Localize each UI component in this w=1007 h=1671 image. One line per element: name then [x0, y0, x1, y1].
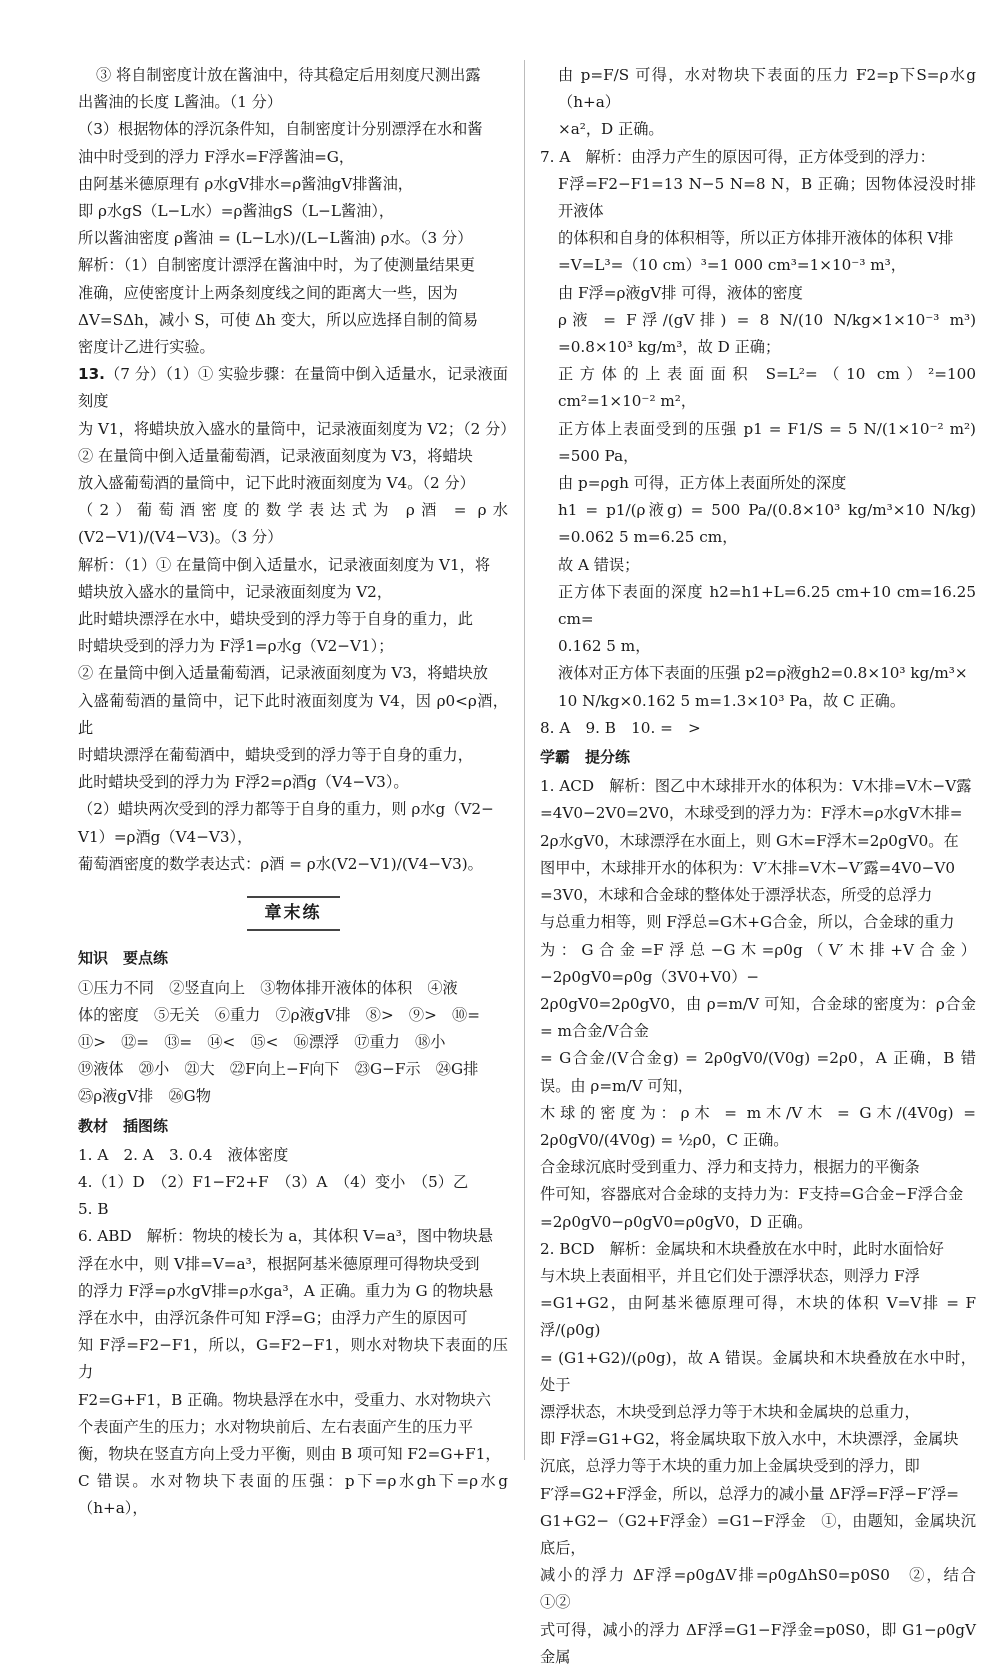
text-line: （3）根据物体的浮沉条件知，自制密度计分别漂浮在水和酱 — [78, 120, 483, 139]
text-line: 即 F浮=G1+G2，将金属块取下放入水中，木块漂浮，金属块 — [540, 1430, 959, 1449]
chapter-heading — [78, 896, 508, 931]
text-line: 式可得，减小的浮力 ΔF浮=G1−F浮金=p0S0，即 G1−ρ0gV金属 — [540, 1620, 976, 1666]
text-line: 个表面产生的压力；水对物块前后、左右表面产生的压力平 — [78, 1417, 473, 1436]
text-line: 知 F浮=F2−F1，所以，G=F2−F1，则水对物块下表面的压力 — [78, 1336, 508, 1382]
text-line: 衡，物块在竖直方向上受力平衡，则由 B 项可知 F2=G+F1， — [78, 1444, 501, 1463]
text-line: 5. B — [78, 1200, 109, 1219]
text-line: 2. BCD 解析：金属块和木块叠放在水中时，此时水面恰好 — [540, 1239, 944, 1258]
column-divider — [524, 60, 525, 1460]
text-line: 漂浮状态，木块受到总浮力等于木块和金属块的总重力， — [540, 1402, 920, 1421]
text-line: 由阿基米德原理有 ρ水gV排水=ρ酱油gV排酱油， — [78, 174, 413, 193]
text-line: 1. ACD 解析：图乙中木球排开水的体积为：V木排=V木−V露 — [540, 777, 972, 796]
text-line: 此时蜡块受到的浮力为 F浮2=ρ酒g（V4−V3）。 — [78, 773, 409, 792]
text-line: 时蜡块受到的浮力为 F浮1=ρ水g（V2−V1）； — [78, 637, 394, 656]
text-line: =V=L³=（10 cm）³=1 000 cm³=1×10⁻³ m³， — [558, 256, 906, 275]
text-line: 出酱油的长度 L酱油。（1 分） — [78, 93, 283, 112]
text-line: 为 V1，将蜡块放入盛水的量筒中，记录液面刻度为 V2；（2 分） — [78, 419, 516, 438]
text-line: 为：G合金=F浮总−G木=ρ0g（V′木排+V合金）−2ρ0gV0=ρ0g（3V0+V0）− — [540, 940, 976, 986]
text-line: ΔV=SΔh，减小 S，可使 Δh 变大，所以应选择自制的简易 — [78, 310, 479, 329]
text-line: 放入盛葡萄酒的量筒中，记下此时液面刻度为 V4。（2 分） — [78, 474, 475, 493]
text-line: 10 N/kg×0.162 5 m=1.3×10³ Pa，故 C 正确。 — [558, 691, 906, 710]
text-line: 的浮力 F浮=ρ水gV排=ρ水ga³，A 正确。重力为 G 的物块悬 — [78, 1281, 494, 1300]
text-line: =2ρ0gV0−ρ0gV0=ρ0gV0，D 正确。 — [540, 1212, 813, 1231]
text-line: 浮在水中，由浮沉条件可知 F浮=G；由浮力产生的原因可 — [78, 1308, 468, 1327]
text-line: h1 = p1/(ρ液g) = 500 Pa/(0.8×10³ kg/m³×10 N/kg) =0.062 5 m=6.25 cm， — [558, 501, 981, 547]
text-line: = G合金/(V合金g) = 2ρ0gV0/(V0g) =2ρ0，A 正确，B 错误。由 ρ=m/V 可知， — [540, 1049, 976, 1095]
text-line: 沉底，总浮力等于木块的重力加上金属块受到的浮力，即 — [540, 1457, 920, 1476]
text-line: =G1+G2，由阿基米德原理可得，木块的体积 V=V排 = F浮/(ρ0g) — [540, 1294, 976, 1340]
text-line: 0.162 5 m， — [558, 637, 651, 656]
text-line: 4.（1）D （2）F1−F2+F （3）A （4）变小 （5）乙 — [78, 1172, 469, 1191]
text-line: 木球的密度为：ρ木 = m木/V木 = G木/(4V0g) = 2ρ0gV0/(4V0g) = ½ρ0，C 正确。 — [540, 1103, 981, 1149]
text-line: ρ液 = F浮/(gV排) = 8 N/(10 N/kg×1×10⁻³ m³) =0.8×10³ kg/m³，故 D 正确； — [558, 310, 981, 357]
text-line: （2）蜡块两次受到的浮力都等于自身的重力，则 ρ水g（V2− — [78, 800, 494, 819]
text-line: 准确，应使密度计上两条刻度线之间的距离大一些，因为 — [78, 283, 458, 302]
text-line: （7 分）（1）① 实验步骤：在量筒中倒入适量水，记录液面刻度 — [78, 365, 508, 411]
text-line: V1）=ρ酒g（V4−V3）， — [78, 827, 253, 846]
text-line: 减小的浮力 ΔF浮=ρ0gΔV排=ρ0gΔhS0=p0S0 ②，结合 ①② — [540, 1566, 981, 1612]
text-line: 密度计乙进行实验。 — [78, 338, 215, 357]
text-line: ⑲液体 ⑳小 ㉑大 ㉒F向上−F向下 ㉓G−F示 ㉔G排 — [78, 1060, 479, 1079]
text-line: 的体积和自身的体积相等，所以正方体排开液体的体积 V排 — [558, 229, 954, 248]
right-column — [540, 62, 981, 1671]
chapter-title: 章末练 — [247, 896, 340, 931]
text-line: 正方体上表面受到的压强 p1 = F1/S = 5 N/(1×10⁻² m²) =500 Pa， — [558, 419, 981, 465]
text-line: 解析：（1）自制密度计漂浮在酱油中时，为了使测量结果更 — [78, 256, 475, 275]
text-line: 所以酱油密度 ρ酱油 = (L−L水)/(L−L酱油) ρ水。（3 分） — [78, 229, 473, 248]
text-line: 由 p=ρgh 可得，正方体上表面所处的深度 — [558, 474, 847, 493]
text-line: 油中时受到的浮力 F浮水=F浮酱油=G， — [78, 147, 355, 166]
text-line: 葡萄酒密度的数学表达式：ρ酒 = ρ水(V2−V1)/(V4−V3)。 — [78, 854, 483, 873]
text-line: ㉕ρ液gV排 ㉖G物 — [78, 1087, 211, 1106]
text-line: F浮=F2−F1=13 N−5 N=8 N，B 正确；因物体浸没时排开液体 — [558, 174, 976, 221]
text-line: C 错误。水对物块下表面的压强：p下=ρ水gh下=ρ水g（h+a）， — [78, 1472, 508, 1518]
text-line: F′浮=G2+F浮金，所以，总浮力的减小量 ΔF浮=F浮−F′浮= — [540, 1484, 959, 1503]
text-line: 入盛葡萄酒的量筒中，记下此时液面刻度为 V4，因 ρ0<ρ酒，此 — [78, 691, 508, 737]
text-line: 故 A 错误； — [558, 555, 640, 574]
text-line: ⑪> ⑫= ⑬= ⑭< ⑮< ⑯漂浮 ⑰重力 ⑱小 — [78, 1032, 446, 1051]
text-line: 此时蜡块漂浮在水中，蜡块受到的浮力等于自身的重力，此 — [78, 610, 473, 629]
text-line: 由 F浮=ρ液gV排 可得，液体的密度 — [558, 283, 803, 302]
text-line: 解析：（1）① 在量筒中倒入适量水，记录液面刻度为 V1，将 — [78, 555, 491, 574]
text-line: G1+G2−（G2+F浮金）=G1−F浮金 ①，由题知，金属块沉底后， — [540, 1511, 976, 1557]
text-line: 即 ρ水gS（L−L水）=ρ酱油gS（L−L酱油）， — [78, 202, 395, 221]
text-line: 与木块上表面相平，并且它们处于漂浮状态，则浮力 F浮 — [540, 1266, 920, 1285]
text-line: 2ρ水gV0，木球漂浮在水面上，则 G木=F浮木=2ρ0gV0。在 — [540, 831, 959, 850]
text-line: 液体对正方体下表面的压强 p2=ρ液gh2=0.8×10³ kg/m³× — [558, 664, 968, 683]
text-line: ③ 将自制密度计放在酱油中，待其稳定后用刻度尺测出露 — [96, 66, 481, 84]
text-line: ①压力不同 ②竖直向上 ③物体排开液体的体积 ④液 — [78, 978, 458, 997]
text-line: 体的密度 ⑤无关 ⑥重力 ⑦ρ液gV排 ⑧> ⑨> ⑩= — [78, 1005, 480, 1024]
text-line: 正方体的上表面面积 S=L²=（10 cm）²=100 cm²=1×10⁻² m²， — [558, 365, 981, 411]
text-line: 图甲中，木球排开水的体积为：V′木排=V木−V′露=4V0−V0 — [540, 858, 956, 877]
text-line: 合金球沉底时受到重力、浮力和支持力，根据力的平衡条 — [540, 1158, 920, 1177]
text-line: 件可知，容器底对合金球的支持力为：F支持=G合金−F浮合金 — [540, 1185, 964, 1204]
text-line: ×a²，D 正确。 — [558, 120, 664, 139]
text-line: 正方体下表面的深度 h2=h1+L=6.25 cm+10 cm=16.25 cm= — [558, 582, 981, 629]
text-line: 浮在水中，则 V排=V=a³，根据阿基米德原理可得物块受到 — [78, 1254, 480, 1273]
text-line: ② 在量筒中倒入适量葡萄酒，记录液面刻度为 V3，将蜡块 — [78, 446, 473, 465]
text-line: 时蜡块漂浮在葡萄酒中，蜡块受到的浮力等于自身的重力， — [78, 746, 473, 765]
text-line: = (G1+G2)/(ρ0g)，故 A 错误。金属块和木块叠放在水中时，处于 — [540, 1348, 976, 1394]
section-heading-textbook: 教材 插图练 — [78, 1116, 169, 1135]
text-line: 1. A 2. A 3. 0.4 液体密度 — [78, 1145, 289, 1164]
section-heading-knowledge: 知识 要点练 — [78, 949, 169, 968]
left-column — [78, 62, 516, 1523]
text-line: （2）葡萄酒密度的数学表达式为 ρ酒 = ρ水(V2−V1)/(V4−V3)。（3 分） — [78, 501, 508, 547]
text-line: 与总重力相等，则 F浮总=G木+G合金，所以，合金球的重力 — [540, 913, 955, 932]
text-line: =3V0，木球和合金球的整体处于漂浮状态，所受的总浮力 — [540, 886, 933, 905]
question-number: 13. — [78, 365, 105, 384]
text-line: 蜡块放入盛水的量筒中，记录液面刻度为 V2， — [78, 582, 393, 601]
section-heading-top: 学霸 提分练 — [540, 748, 631, 767]
text-line: 2ρ0gV0=2ρ0gV0，由 ρ=m/V 可知，合金球的密度为：ρ合金 = m合金/V合金 — [540, 994, 981, 1041]
question-13-header — [78, 361, 508, 415]
text-line: F2=G+F1，B 正确。物块悬浮在水中，受重力、水对物块六 — [78, 1390, 491, 1409]
text-line: ② 在量筒中倒入适量葡萄酒，记录液面刻度为 V3，将蜡块放 — [78, 664, 488, 683]
text-line: 由 p=F/S 可得，水对物块下表面的压力 F2=p下S=ρ水g（h+a） — [558, 66, 976, 112]
text-line: =4V0−2V0=2V0，木球受到的浮力为：F浮木=ρ水gV木排= — [540, 804, 963, 823]
text-line: 6. ABD 解析：物块的棱长为 a，其体积 V=a³，图中物块悬 — [78, 1227, 493, 1246]
text-line: 7. A 解析：由浮力产生的原因可得，正方体受到的浮力： — [540, 147, 935, 166]
text-line: 8. A 9. B 10. = > — [540, 718, 701, 737]
